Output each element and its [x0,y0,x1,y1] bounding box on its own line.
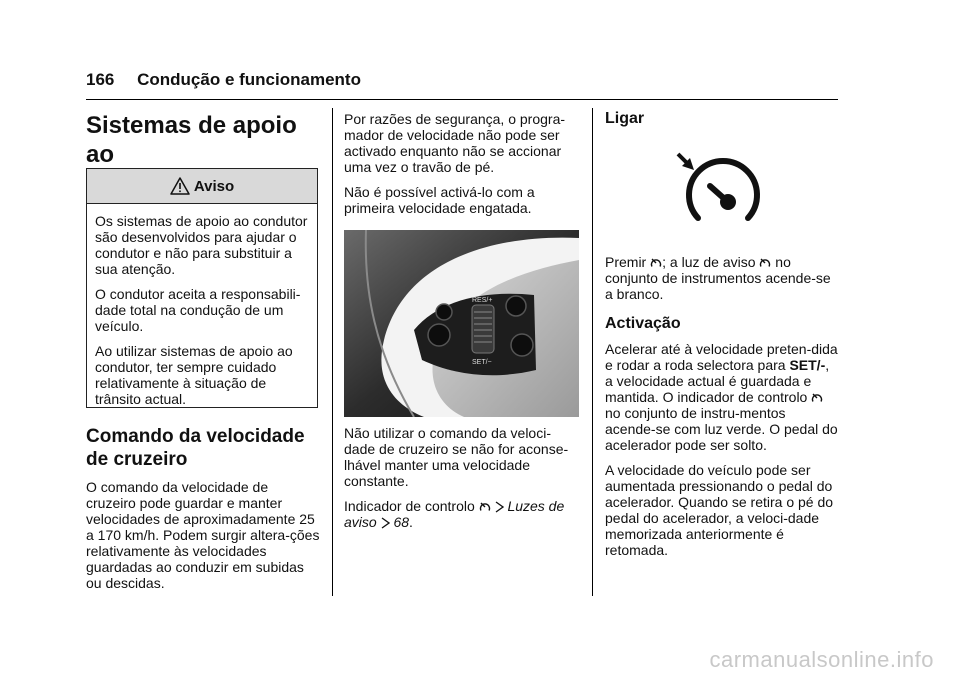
cruise-control-icon [759,257,771,269]
chapter-title: Condução e funcionamento [137,70,361,89]
indicator-ref-text: Indicador de controlo Luzes de aviso 68. [344,498,565,530]
section-title: Sistemas de apoio ao [86,112,297,168]
column-3-text [605,254,840,567]
cruise-control-icon [650,257,662,269]
column-divider-2 [592,108,593,596]
page-number: 166 [86,70,115,89]
warning-header [87,169,317,204]
watermark: carmanualsonline.info [709,647,934,672]
cruise-section [86,425,321,600]
accelerate-text: A velocidade do veículo pode ser aumentada pressionando o pedal do acelerador. Quando se retira o pé do pedal do acelerador, a veloci-dade memorizada anteriormente é retomada. [605,462,834,558]
steering-wheel-image [344,230,579,417]
cruise-intro-text: O comando da velocidade de cruzeiro pode guardar e manter velocidades de aproximadamente 25 a 170 km/h. Podem surgir altera-ções relativamente às velocidades guardadas ao conduzir em subidas ou descidas. [86,479,320,591]
page-header [86,70,361,90]
ligar-heading: Ligar [605,110,645,127]
cruise-section-title: Comando da velocidade de cruzeiro [86,426,305,470]
reference-arrow-icon [495,501,504,513]
first-gear-text: Não é possível activá-lo com a primeira velocidade engatada. [344,184,535,216]
safety-text: Por razões de segurança, o progra-mador de velocidade não pode ser activado enquanto não se accionar uma vez o travão de pé. [344,111,566,175]
header-rule [86,99,838,100]
res-plus-label: RES/+ [472,297,493,304]
warning-text-3: Ao utilizar sistemas de apoio ao condutor, ter sempre cuidado relativamente à situação de trânsito actual. [95,343,293,407]
set-minus-label: SET/− [472,359,492,366]
warning-text-2: O condutor aceita a responsabili-dade total na condução de um veículo. [95,286,301,334]
column-2-bottom [344,425,580,539]
column-3 [605,109,840,129]
column-2-top [344,111,580,225]
activacao-text: Acelerar até à velocidade preten-dida e rodar a roda selectora para SET/-, a velocidade actual é guardada e mantida. O indicador de controlo no conjunto de instru-mentos acende-se com luz verde. O pedal do acelerador pode ser solto. [605,341,838,453]
warning-triangle-icon [170,177,190,195]
cruise-control-icon [811,392,823,404]
cruise-control-icon [479,501,491,513]
ligar-text: Premir ; a luz de aviso no conjunto de instrumentos acende-se a branco. [605,254,831,302]
constant-speed-text: Não utilizar o comando da veloci-dade de cruzeiro se não for aconse-lhável manter uma velocidade constante. [344,425,569,489]
cruise-control-icon [676,152,768,234]
activacao-heading: Activação [605,315,681,332]
column-divider-1 [332,108,333,596]
warning-text-1: Os sistemas de apoio ao condutor são desenvolvidos para ajudar o condutor e não para substituir a sua atenção. [95,213,308,277]
warning-label: Aviso [193,177,235,195]
reference-arrow-icon [381,517,390,529]
warning-box [86,168,318,408]
